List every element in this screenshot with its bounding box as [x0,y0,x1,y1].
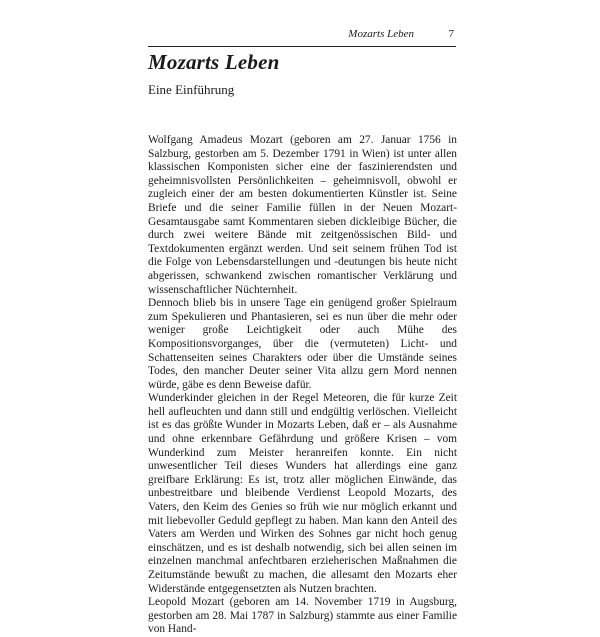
paragraph-2: Dennoch blieb bis in unsere Tage ein genügend großer Spielraum zum Spekulieren und Phantasieren, sei es nun über die mehr oder weniger große Leichtigkeit oder auch Mühe des Kompositionsvorganges, über die (vermuteten) Licht- und Schattenseiten seines Charakters oder über die Umstände seines Todes, den mancher Deuter seiner Vita allzu gern Mord nennen würde, gäbe es denn Beweise dafür. [148,297,457,391]
paragraph-1: Wolfgang Amadeus Mozart (geboren am 27. Januar 1756 in Salzburg, gestorben am 5. Dezember 1791 in Wien) ist unter allen klassischen Komponisten sicher eine der faszinierendsten und geheimnisvollsten Persönlichkeiten – geheimnisvoll, obwohl er zugleich einer der am besten dokumentierten Künstler ist. Seine Briefe und die seiner Familie füllen in der Neuen Mozart-Gesamtausgabe samt Kommentaren sieben dickleibige Bücher, die durch zwei weitere Bände mit zeitgenössischen Bild- und Textdokumenten ergänzt werden. Und seit seinem frühen Tod ist die Folge von Lebensdarstellungen und -deutungen bis heute nicht abgerissen, schwankend zwischen romantischer Verklärung und wissenschaftlicher Nüchternheit. [148,134,457,296]
page-number: 7 [448,28,454,40]
paragraph-3: Wunderkinder gleichen in der Regel Meteoren, die für kurze Zeit hell aufleuchten und dann still und endgültig verlöschen. Vielleicht ist es das größte Wunder in Mozarts Leben, daß er – als Ausnahme und ohne erkennbare Gefährdung und größere Krisen – vom Wunderkind zum Meister heranreifen konnte. Ein nicht unwesentlicher Teil dieses Wunders hat allerdings eine ganz greifbare Erklärung: Es ist, trotz aller möglichen Einwände, das unbestreitbare und bleibende Verdienst Leopold Mozarts, des Vaters, den Keim des Genies so früh wie nur möglich erkannt und mit liebevoller Geduld gepflegt zu haben. Man kann den Anteil des Vaters am Werden und Wirken des Sohnes gar nicht hoch genug einschätzen, und es ist deshalb notwendig, sich bei allen seinen im einzelnen manchmal anfechtbaren erzieherischen Maßnahmen die Zeitumstände bewußt zu machen, die allesamt den Mozarts eher Widerstände entgegensetzten als Nutzen brachten. [148,392,457,595]
paragraph-4: Leopold Mozart (geboren am 14. November 1719 in Augsburg, gestorben am 28. Mai 1787 in Salzburg) stammte aus einer Familie von Hand- [148,596,457,636]
chapter-subtitle: Eine Einführung [148,82,235,97]
running-title: Mozarts Leben [348,28,414,40]
running-header [148,26,456,47]
chapter-title: Mozarts Leben [148,50,280,74]
body-text [148,134,457,637]
